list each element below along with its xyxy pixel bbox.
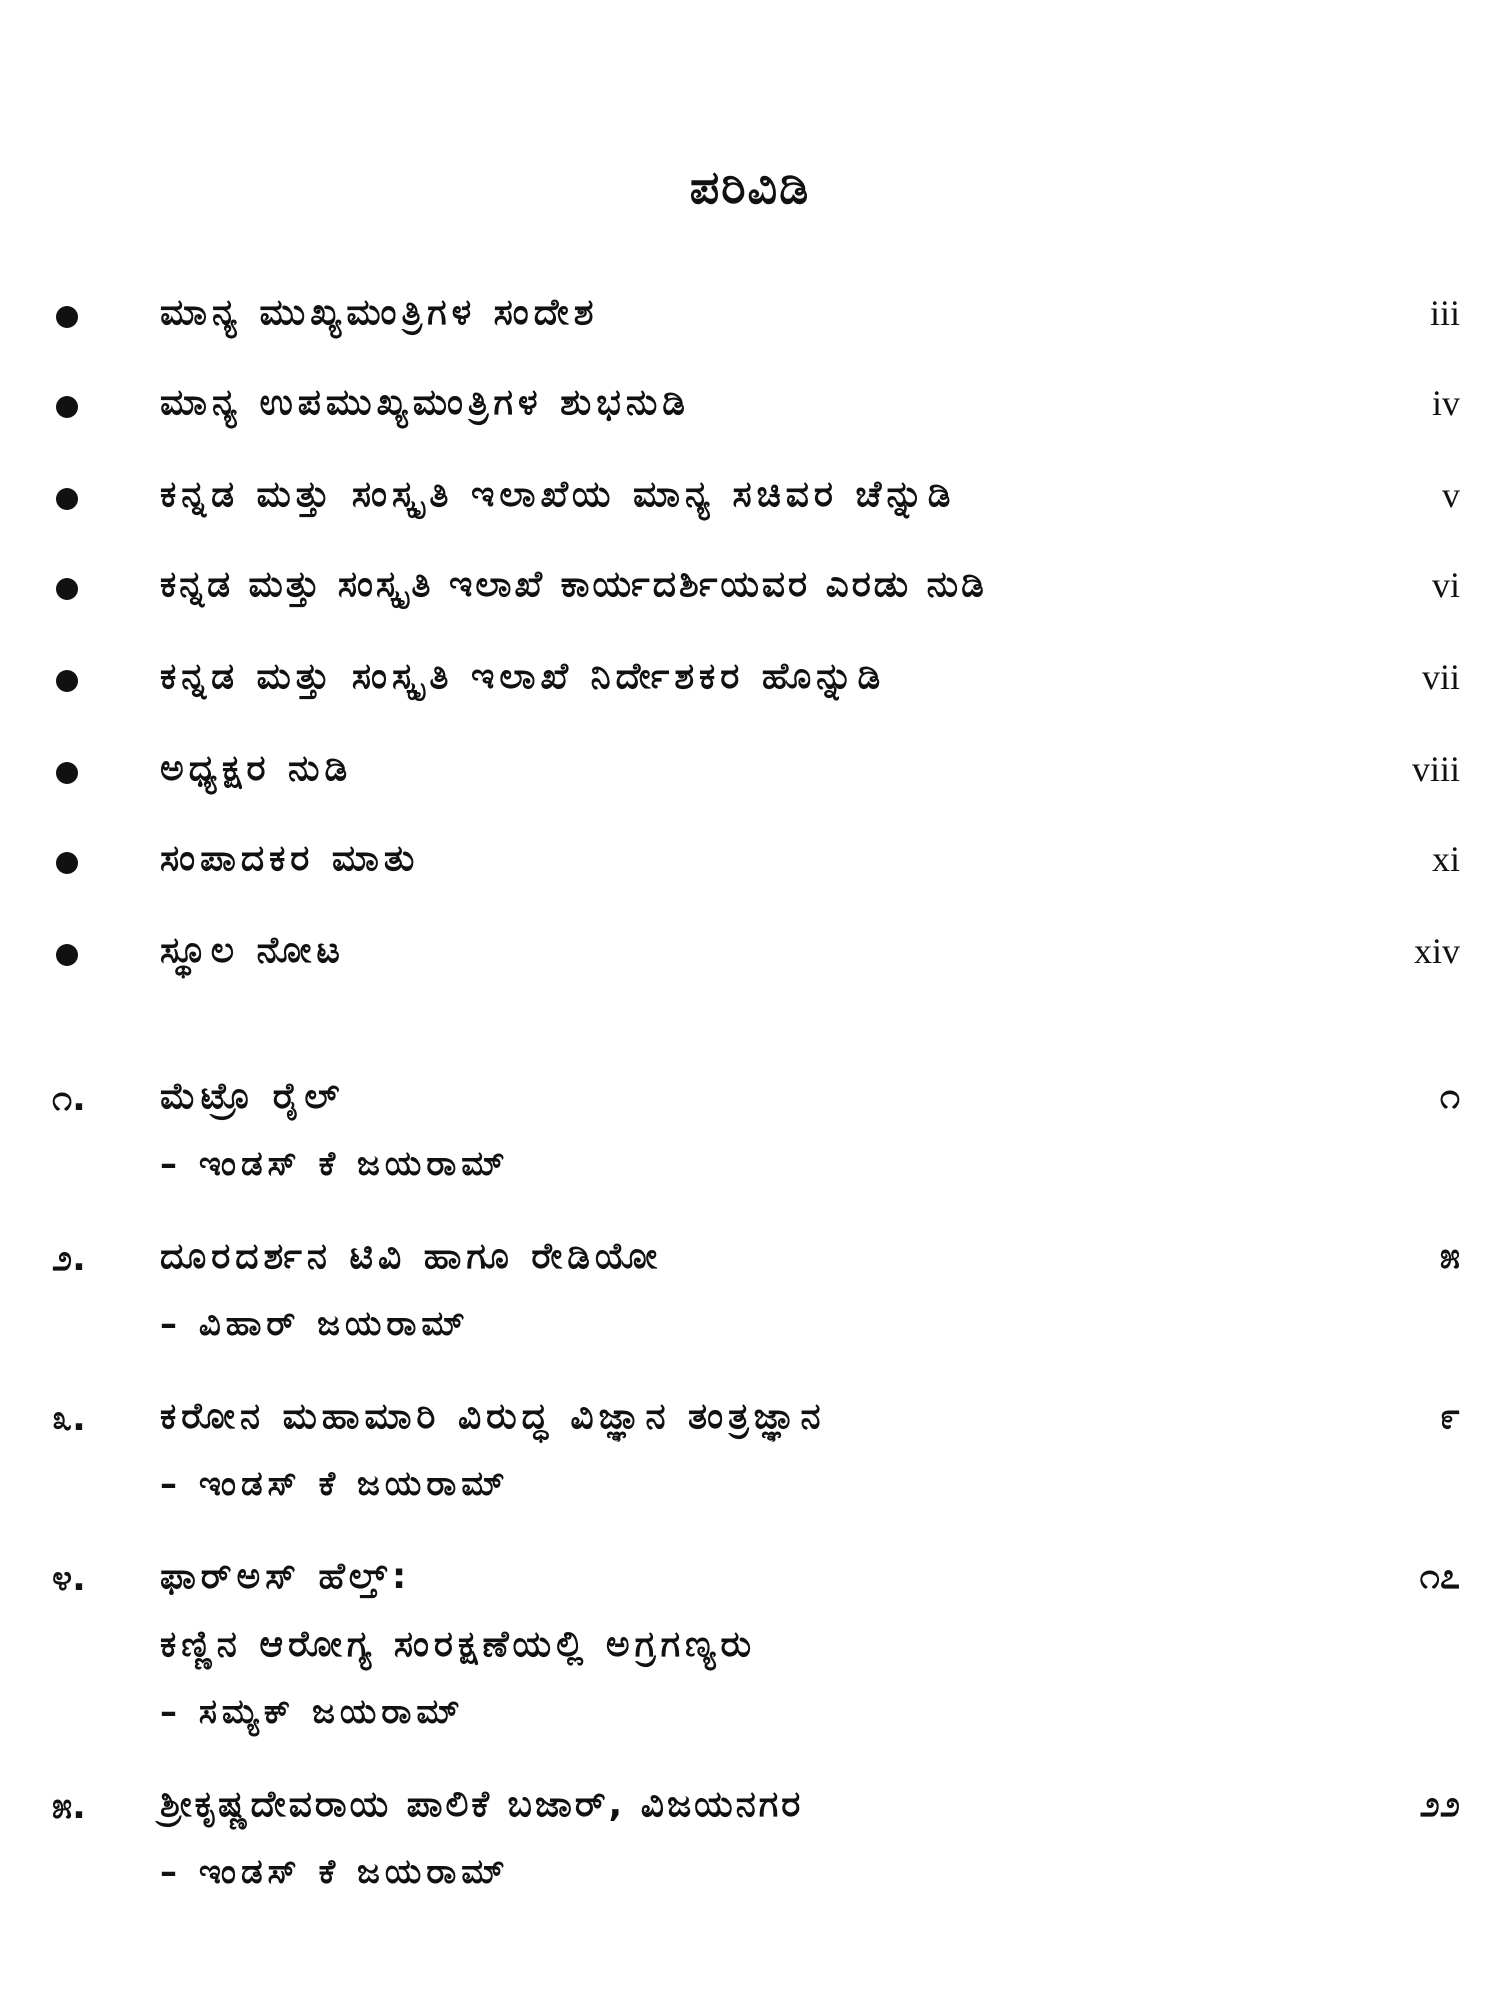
chapter-author-row (0, 1460, 1500, 1520)
chapter-author-row (0, 1688, 1500, 1748)
chapter-subtitle-row (0, 1620, 1500, 1680)
toc-page-number: vi (1431, 565, 1460, 605)
toc-page-number: ೫ (1439, 1236, 1460, 1277)
chapter-number: ೨. (52, 1238, 86, 1279)
toc-preface-item (0, 744, 1500, 804)
bullet-icon (56, 488, 78, 510)
chapter-title: ಮೆಟ್ರೊ ರೈಲ್ (160, 1076, 345, 1117)
chapter-author: – ಸಮ್ಯಕ್ ಜಯರಾಮ್ (160, 1692, 465, 1732)
chapter-number: ೪. (52, 1558, 86, 1599)
toc-page-number: iii (1429, 293, 1460, 333)
bullet-icon (56, 578, 78, 600)
toc-page-number: xiv (1413, 931, 1460, 971)
bullet-icon (56, 944, 78, 966)
toc-preface-item (0, 652, 1500, 712)
toc-page-number: ೧ (1439, 1076, 1460, 1117)
toc-item-label: ಕನ್ನಡ ಮತ್ತು ಸಂಸ್ಕೃತಿ ಇಲಾಖೆಯ ಮಾನ್ಯ ಸಚಿವರ ಚೆನ್ನುಡಿ (160, 474, 956, 515)
toc-preface-item (0, 378, 1500, 438)
bullet-icon (56, 396, 78, 418)
chapter-number: ೧. (52, 1078, 86, 1119)
toc-page-number: v (1442, 475, 1460, 515)
bullet-icon (56, 670, 78, 692)
toc-chapter (0, 1232, 1500, 1292)
toc-item-label: ಸಂಪಾದಕರ ಮಾತು (160, 838, 420, 879)
bullet-icon (56, 762, 78, 784)
toc-item-label: ಮಾನ್ಯ ಉಪಮುಖ್ಯಮಂತ್ರಿಗಳ ಶುಭನುಡಿ (160, 382, 690, 423)
toc-page-number: ೨೨ (1419, 1784, 1460, 1825)
toc-page-number: xi (1431, 839, 1460, 879)
chapter-title: ಕರೋನ ಮಹಾಮಾರಿ ವಿರುದ್ಧ ವಿಜ್ಞಾನ ತಂತ್ರಜ್ಞಾನ (160, 1396, 826, 1437)
chapter-number: ೫. (52, 1786, 86, 1827)
toc-page-number: viii (1411, 749, 1460, 789)
bullet-icon (56, 306, 78, 328)
chapter-title: ಫಾರ್‌ಅಸ್ ಹೆಲ್ತ್: (160, 1556, 412, 1597)
toc-preface-item (0, 470, 1500, 530)
toc-preface-item (0, 926, 1500, 986)
toc-preface-item (0, 834, 1500, 894)
toc-preface-item (0, 560, 1500, 620)
toc-chapter (0, 1392, 1500, 1452)
chapter-number: ೩. (52, 1398, 86, 1439)
toc-preface-item (0, 288, 1500, 348)
chapter-author-row (0, 1140, 1500, 1200)
toc-item-label: ಕನ್ನಡ ಮತ್ತು ಸಂಸ್ಕೃತಿ ಇಲಾಖೆ ಕಾರ್ಯದರ್ಶಿಯವರ ಎರಡು ನುಡಿ (160, 564, 987, 605)
toc-page-number: ೯ (1439, 1396, 1460, 1437)
chapter-author: – ಇಂಡಸ್ ಕೆ ಜಯರಾಮ್ (160, 1464, 510, 1504)
chapter-author: – ಇಂಡಸ್ ಕೆ ಜಯರಾಮ್ (160, 1144, 510, 1184)
chapter-author-row (0, 1848, 1500, 1908)
toc-item-label: ಮಾನ್ಯ ಮುಖ್ಯಮಂತ್ರಿಗಳ ಸಂದೇಶ (160, 292, 599, 333)
toc-page-number: ೧೭ (1419, 1556, 1460, 1597)
chapter-author-row (0, 1300, 1500, 1360)
chapter-title: ಶ್ರೀಕೃಷ್ಣದೇವರಾಯ ಪಾಲಿಕೆ ಬಜಾರ್, ವಿಜಯನಗರ (160, 1784, 804, 1825)
chapter-title: ದೂರದರ್ಶನ ಟಿವಿ ಹಾಗೂ ರೇಡಿಯೋ (160, 1236, 663, 1277)
toc-item-label: ಅಧ್ಯಕ್ಷರ ನುಡಿ (160, 748, 353, 789)
toc-page-number: vii (1421, 657, 1460, 697)
toc-chapter (0, 1552, 1500, 1612)
toc-chapter (0, 1072, 1500, 1132)
toc-page-number: iv (1431, 383, 1460, 423)
page-title: ಪರಿವಿಡಿ (689, 160, 811, 214)
chapter-author: – ವಿಹಾರ್ ಜಯರಾಮ್ (160, 1304, 470, 1344)
bullet-icon (56, 852, 78, 874)
toc-item-label: ಸ್ಥೂಲ ನೋಟ (160, 930, 345, 971)
chapter-author: – ಇಂಡಸ್ ಕೆ ಜಯರಾಮ್ (160, 1852, 510, 1892)
toc-item-label: ಕನ್ನಡ ಮತ್ತು ಸಂಸ್ಕೃತಿ ಇಲಾಖೆ ನಿರ್ದೇಶಕರ ಹೊನ್ನುಡಿ (160, 656, 886, 697)
toc-chapter (0, 1780, 1500, 1840)
chapter-subtitle: ಕಣ್ಣಿನ ಆರೋಗ್ಯ ಸಂರಕ್ಷಣೆಯಲ್ಲಿ ಅಗ್ರಗಣ್ಯರು (160, 1624, 757, 1665)
